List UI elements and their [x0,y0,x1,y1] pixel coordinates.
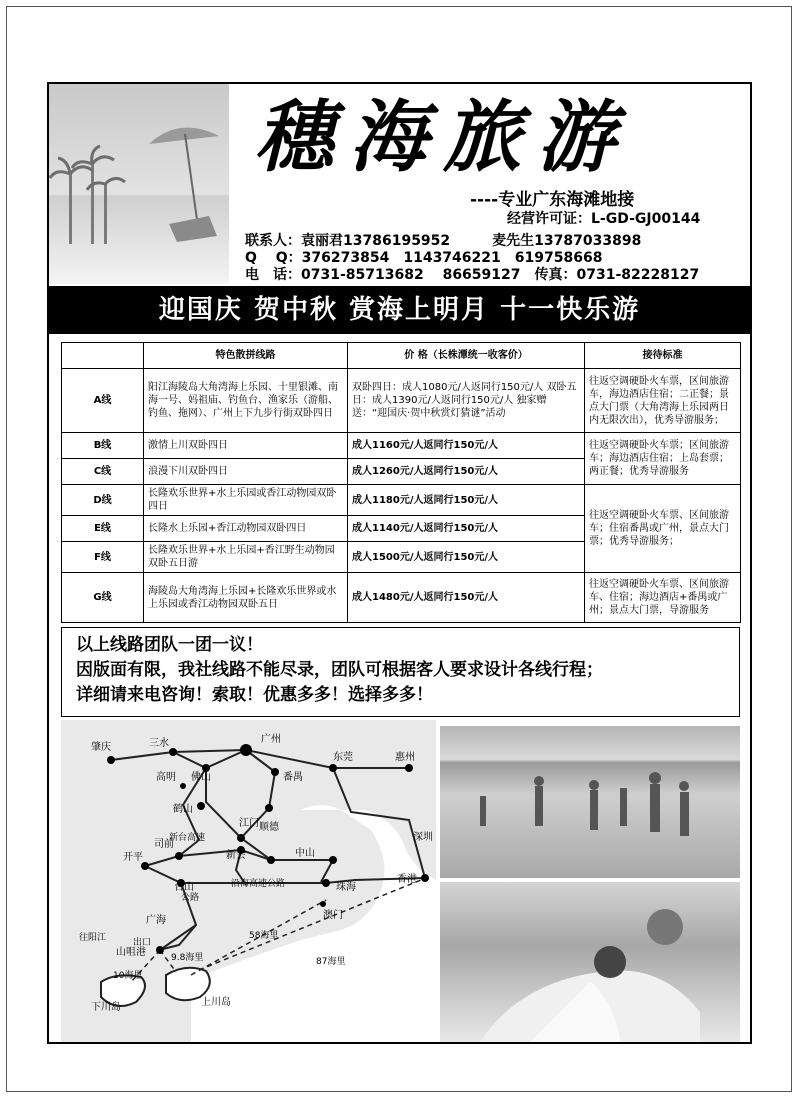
city-label: 开平 [123,852,143,863]
city-label: 肇庆 [91,742,111,753]
city-label: 广海 [146,915,166,926]
route-desc: 激情上川双卧四日 [144,433,348,459]
header-empty [62,343,144,369]
city-label: 东莞 [333,752,353,763]
table-row [62,369,741,433]
table-row [62,573,741,623]
route-code: G线 [62,573,144,623]
route-code: E线 [62,516,144,542]
city-label: 上川岛 [201,997,231,1008]
route-desc: 海陵岛大角湾海上乐园+长隆欢乐世界或水上乐园或香江动物园双卧五日 [144,573,348,623]
city-label: 顺德 [259,822,279,833]
route-code: C线 [62,459,144,485]
direction-label: 往阳江 [79,933,107,943]
slogan: ----专业广东海滩地接 [470,190,635,210]
route-code: F线 [62,542,144,573]
city-label: 深圳 [413,832,433,843]
route-map [61,720,436,1042]
phone-numbers: 电 话：0731-85713682 86659127 传真：0731-82228127 [245,267,700,283]
contact-persons: 联系人：袁丽君13786195952 麦先生13787033898 [245,233,642,249]
city-label: 中山 [295,848,315,859]
notes-box [61,627,740,717]
city-label: 番禺 [283,772,303,783]
license-number: 经营许可证：L-GD-GJ00144 [507,211,701,227]
city-label: 香港 [397,874,417,885]
route-desc: 长隆水上乐园+香江动物园双卧四日 [144,516,348,542]
distance-label: 9.8海里 [171,953,204,963]
city-label: 高明 [156,772,176,783]
city-label: 珠海 [336,882,356,893]
route-price: 成人1180元/人返同行150元/人 [348,485,585,516]
promo-banner: 迎国庆 贺中秋 赏海上明月 十一快乐游 [49,286,750,334]
route-code: B线 [62,433,144,459]
note-line: 详细请来电咨询！索取！优惠多多！选择多多！ [76,685,433,705]
city-label: 惠州 [395,752,415,763]
city-label: 广州 [261,734,281,745]
distance-label: 10海里 [113,971,143,981]
table-row [62,485,741,516]
city-label: 司前 [154,839,174,850]
beach-illustration [49,84,229,284]
route-service: 往返空调硬卧火车票，区间旅游车，海边酒店住宿；二正餐；景点大门票（大角湾海上乐园两日内无限次出），优秀导游服务； [585,369,741,433]
route-price: 成人1140元/人返同行150元/人 [348,516,585,542]
route-table [61,342,741,623]
road-label: 沿海高速公路 [231,879,286,889]
route-price: 成人1480元/人返同行150元/人 [348,573,585,623]
qq-numbers: Q Q：376273854 1143746221 619758668 [245,250,603,266]
route-desc: 阳江海陵岛大角湾海上乐园、十里银滩、南海一号、妈祖庙、钓鱼台、渔家乐（游船、钓鱼、拖网）、广州上下九步行街双卧四日 [144,369,348,433]
city-label: 三水 [149,738,169,749]
beach-photo-crowd [440,726,740,878]
route-price: 成人1160元/人返同行150元/人 [348,433,585,459]
table-row [62,433,741,459]
route-service: 往返空调硬卧火车票、区间旅游车、住宿；海边酒店+番禺或广州；景点大门票，导游服务 [585,573,741,623]
exit-label: 出口 [133,938,152,948]
city-label: 新会 [226,850,246,861]
city-label: 鹤山 [173,804,193,815]
distance-label: 87海里 [316,957,346,967]
city-label: 山咀港 [116,947,146,958]
route-desc: 浪漫下川双卧四日 [144,459,348,485]
note-line: 因版面有限，我社线路不能尽录，团队可根据客人要求设计各线行程； [76,660,603,680]
city-label: 江门 [239,818,259,829]
route-price: 成人1260元/人返同行150元/人 [348,459,585,485]
brand-title: 穗海旅游 [255,92,632,183]
route-code: A线 [62,369,144,433]
beach-photo-couple [440,882,740,1042]
table-header [62,343,741,369]
route-desc: 长隆欢乐世界+水上乐园或香江动物园双卧四日 [144,485,348,516]
station-label: 新台高速 [169,833,206,843]
note-line: 以上线路团队一团一议！ [76,635,263,655]
route-desc: 长隆欢乐世界+水上乐园+香江野生动物园双卧五日游 [144,542,348,573]
city-label: 台山 [174,882,194,893]
header-route: 特色散拼线路 [144,343,348,369]
header-service: 接待标准 [585,343,741,369]
route-price: 成人1500元/人返同行150元/人 [348,542,585,573]
city-label: 下川岛 [91,1002,121,1013]
city-label: 澳门 [323,910,343,921]
route-code: D线 [62,485,144,516]
city-label: 佛山 [191,772,211,783]
header-price: 价 格（长株潭统一收客价） [348,343,585,369]
route-service: 往返空调硬卧火车票；区间旅游车；海边酒店住宿；上岛套票；两正餐；优秀导游服务 [585,433,741,485]
route-price: 双卧四日：成人1080元/人返同行150元/人 双卧五日：成人1390元/人返同行150元/人 独家赠送：“迎国庆·贺中秋赏灯猜谜”活动 [348,369,585,433]
road-label-2: 公路 [181,893,200,903]
route-service: 往返空调硬卧火车票、区间旅游车；住宿番禺或广州，景点大门票；优秀导游服务； [585,485,741,573]
distance-label: 58海里 [249,931,279,941]
